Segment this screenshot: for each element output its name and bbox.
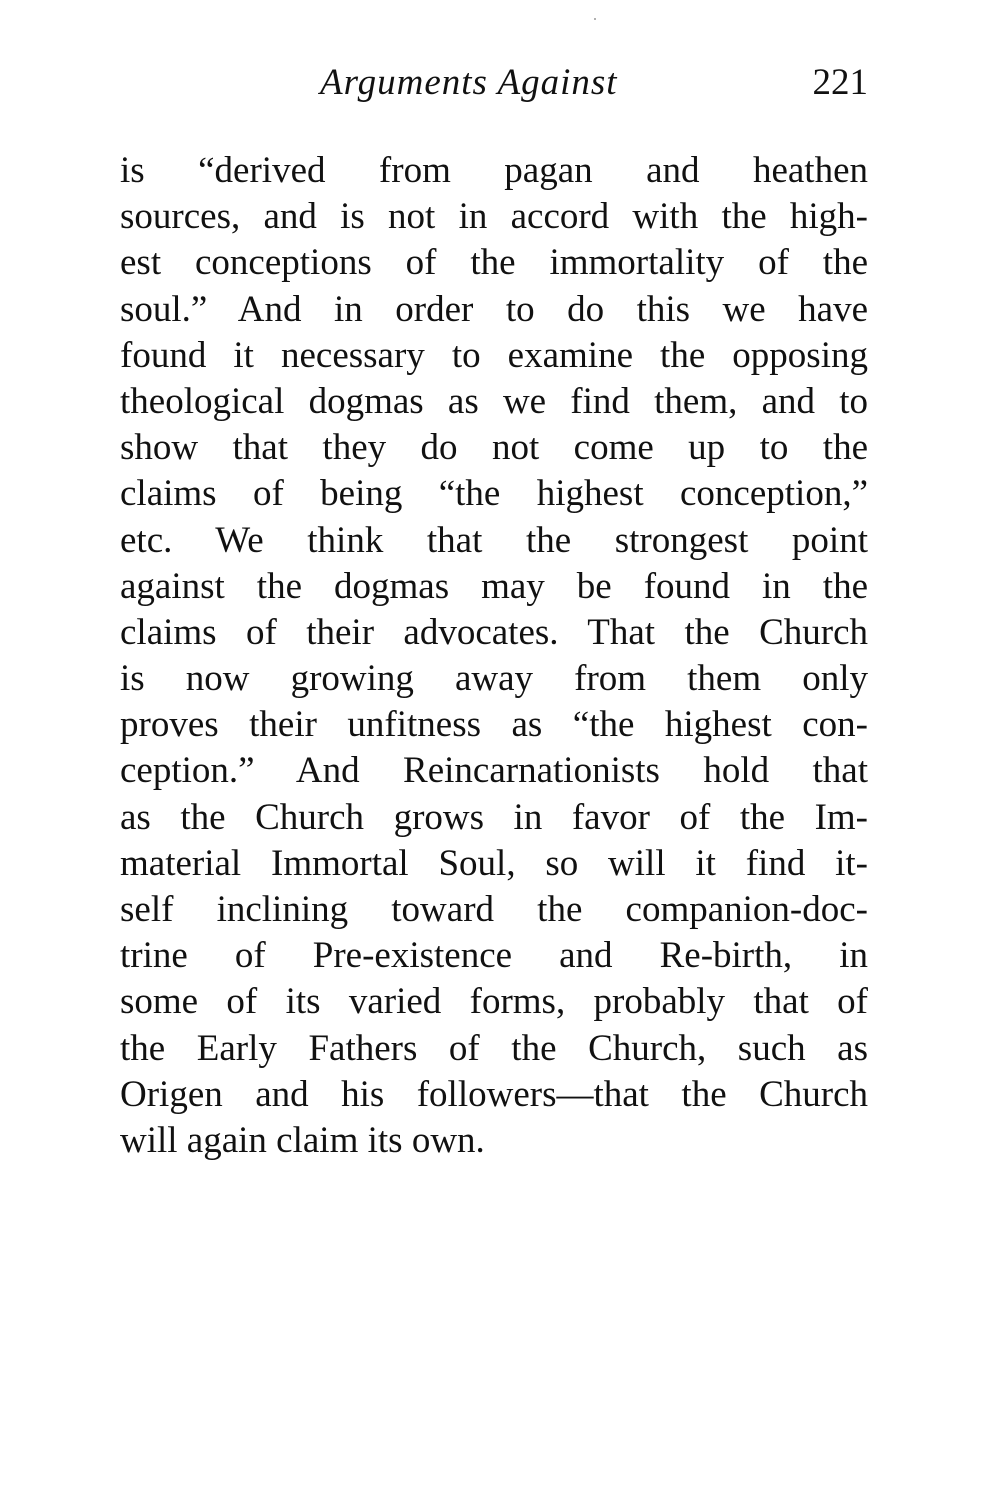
body-paragraph <box>120 148 868 1164</box>
page-number: 221 <box>812 62 868 103</box>
text-line: est conceptions of the immortality of the <box>120 242 868 284</box>
text-line: soul.” And in order to do this we have <box>120 288 868 330</box>
running-header <box>120 58 868 108</box>
text-line-last: will again claim its own. <box>120 1119 485 1161</box>
text-line: material Immortal Soul, so will it find it- <box>120 842 868 884</box>
text-line: self inclining toward the companion-doc- <box>120 889 868 930</box>
text-line: as the Church grows in favor of the Im- <box>120 796 868 838</box>
text-line: Origen and his followers—that the Church <box>120 1073 868 1115</box>
text-line: claims of their advocates. That the Church <box>120 611 868 653</box>
text-line: found it necessary to examine the opposing <box>120 334 868 376</box>
text-line: is “derived from pagan and heathen <box>120 150 868 191</box>
text-line: ception.” And Reincarnationists hold that <box>120 750 868 792</box>
text-line: trine of Pre-existence and Re-birth, in <box>120 935 868 977</box>
text-line: against the dogmas may be found in the <box>120 565 868 607</box>
text-line: show that they do not come up to the <box>120 427 868 469</box>
text-line: proves their unfitness as “the highest con- <box>120 704 868 746</box>
text-line: some of its varied forms, probably that of <box>120 981 868 1023</box>
text-line: etc. We think that the strongest point <box>120 519 868 561</box>
running-title: Arguments Against <box>320 62 618 103</box>
text-line: theological dogmas as we find them, and to <box>120 380 868 422</box>
text-line: sources, and is not in accord with the high- <box>120 196 868 238</box>
text-line: claims of being “the highest conception,” <box>120 473 868 515</box>
text-line: is now growing away from them only <box>120 658 868 700</box>
scan-speck <box>594 18 596 20</box>
text-line: the Early Fathers of the Church, such as <box>120 1027 868 1069</box>
